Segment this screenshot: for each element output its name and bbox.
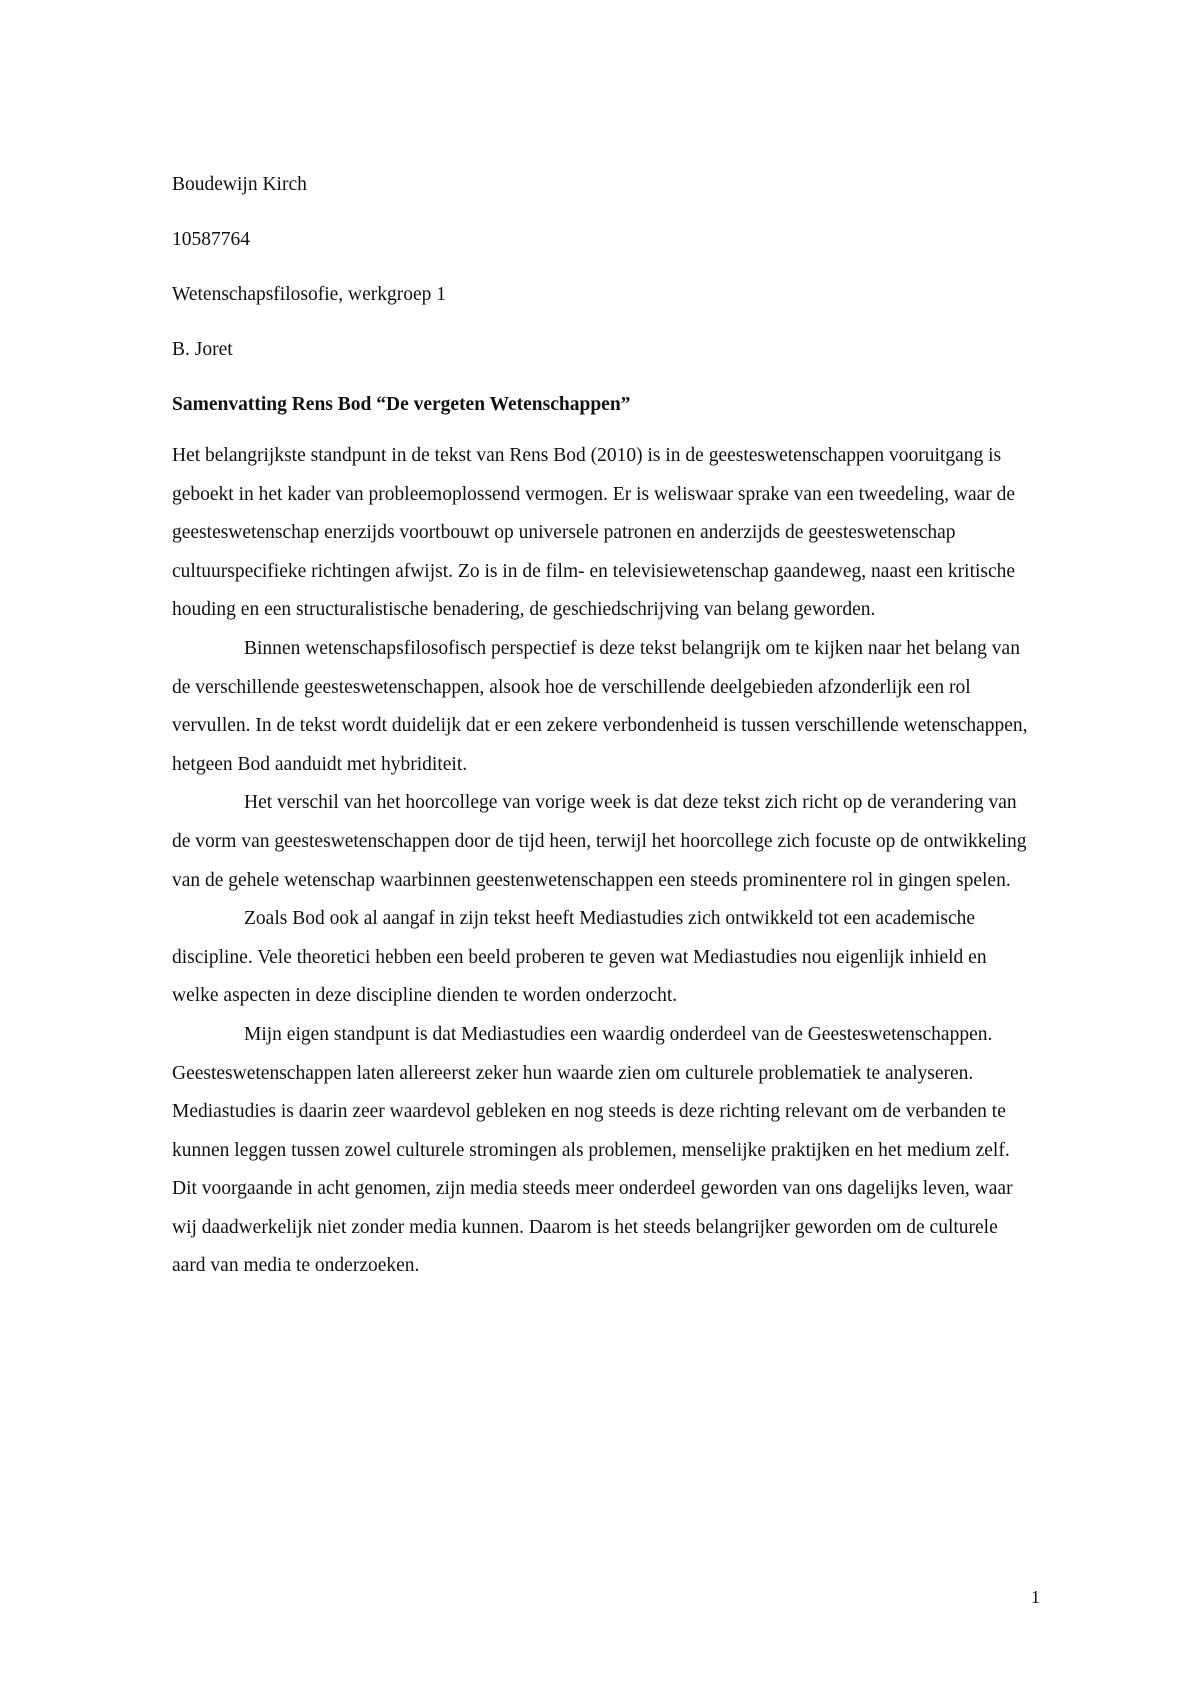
paragraph-2: Binnen wetenschapsfilosofisch perspectief is deze tekst belangrijk om te kijken naar het belang van de verschillende geesteswetenschappen, alsook hoe de verschillende deelgebieden afzonderlijk een rol vervullen. In de tekst wordt duidelijk dat er een zekere verbondenheid is tussen verschillende wetenschappen, hetgeen Bod aanduidt met hybriditeit. bbox=[172, 637, 1028, 775]
student-number: 10587764 bbox=[172, 229, 250, 250]
paragraph-1: Het belangrijkste standpunt in de tekst van Rens Bod (2010) is in de geesteswetenschappen vooruitgang is geboekt in het kader van probleemoplossend vermogen. Er is weliswaar sprake van een tweedeling, waar de geesteswetenschap enerzijds voortbouwt op universele patronen en anderzijds de geesteswetenschap cultuurspecifieke richtingen afwijst. Zo is in de film- en televisiewetenschap gaandeweg, naast een kritische houding en een structuralistische benadering, de geschiedschrijving van belang geworden. bbox=[172, 445, 1016, 621]
course-name: Wetenschapsfilosofie, werkgroep 1 bbox=[172, 284, 447, 305]
author-name: Boudewijn Kirch bbox=[172, 174, 307, 195]
page-body bbox=[172, 170, 1034, 1286]
paragraph-4: Zoals Bod ook al aangaf in zijn tekst heeft Mediastudies zich ontwikkeld tot een academische discipline. Vele theoretici hebben een beeld proberen te geven wat Mediastudies nou eigenlijk inhield en welke aspecten in deze discipline dienden te worden onderzocht. bbox=[172, 908, 987, 1007]
paragraph-3: Het verschil van het hoorcollege van vorige week is dat deze tekst zich richt op de verandering van de vorm van geesteswetenschappen door de tijd heen, terwijl het hoorcollege zich focuste op de ontwikkeling van de gehele wetenschap waarbinnen geestenwetenschappen een steeds prominentere rol in gingen spelen. bbox=[172, 792, 1027, 891]
document-title: Samenvatting Rens Bod “De vergeten Wetenschappen” bbox=[172, 394, 631, 415]
paragraph-5: Mijn eigen standpunt is dat Mediastudies een waardig onderdeel van de Geesteswetenschappen. Geesteswetenschappen laten allereerst zeker hun waarde zien om culturele problematiek te analyseren. Mediastudies is daarin zeer waardevol gebleken en nog steeds is deze richting relevant om de verbanden te kunnen leggen tussen zowel culturele stromingen als problemen, menselijke praktijken en het medium zelf. Dit voorgaande in acht genomen, zijn media steeds meer onderdeel geworden van ons dagelijks leven, waar wij daadwerkelijk niet zonder media kunnen. Daarom is het steeds belangrijker geworden om de culturele aard van media te onderzoeken. bbox=[172, 1023, 1013, 1277]
teacher-name: B. Joret bbox=[172, 339, 233, 360]
page-number: 1 bbox=[1031, 1587, 1040, 1607]
